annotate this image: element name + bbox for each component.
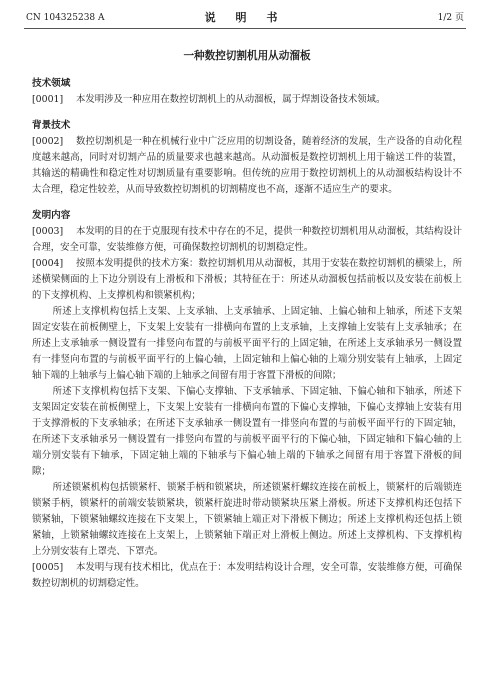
paragraph-number: [0001] (32, 94, 64, 105)
paragraph-text: 所述锁紧机构包括锁紧杆、锁紧手柄和锁紧块，所述锁紧杆螺纹连接在前板上，锁紧杆的后端锁连锁紧手柄，锁紧杆的前端安装锁紧块，锁紧杆旋进时带动锁紧块压紧上滑板。所述下支撑机构还包括下锁紧轴，下锁紧轴螺纹连接在下支架上，下锁紧轴上端正对下滑板下侧边；所述上支撑机构还包括上锁紧轴，上锁紧轴螺纹连接在上支架上，上锁紧轴下端正对上滑板上侧边。所述上支撑机构、下支撑机构上分别安装有上罩壳、下罩壳。 (32, 482, 462, 557)
paragraph-text: 按照本发明提供的技术方案：数控切割机用从动溜板，其用于安装在数控切割机的横梁上，所述横梁侧面的上下边分别设有上滑板和下滑板；其特征在于：所述从动溜板包括前板以及安装在前板上的下支撑机构、上支撑机构和锁紧机构； (32, 258, 462, 301)
paragraph-number: [0004] (32, 258, 64, 269)
page-header (26, 10, 464, 26)
paragraph-upper-support (32, 304, 462, 384)
paragraph-0005 (32, 560, 462, 592)
paragraph-text: 所述上支撑机构包括上支架、上支承轴、上支承轴承、上固定轴、上偏心轴和上轴承，所述下支架固定安装在前板侧壁上，下支架上安装有一排横向布置的上支承轴，上支撑轴上安装有上支承轴承；在所述上支承轴承一侧设置有一排竖向布置的与前板平面平行的上固定轴，在所述上支承轴承另一侧设置有一排竖向布置的与前板平面平行的上偏心轴，上固定轴和上偏心轴的上端分别安装有上轴承，上固定轴下端的上轴承与上偏心轴下端的上轴承之间留有用于容置下滑板的间隙； (32, 306, 462, 381)
paragraph-0002 (32, 134, 462, 198)
paragraph-number: [0002] (32, 136, 64, 147)
paragraph-lower-support (32, 384, 462, 480)
header-rule (24, 28, 466, 29)
patent-number: CN 104325238 A (26, 13, 105, 23)
document-title: 一种数控切割机用从动溜板 (183, 50, 311, 62)
paragraph-0001 (32, 92, 462, 108)
paragraph-text: 所述下支撑机构包括下支架、下偏心支撑轴、下支承轴承、下固定轴、下偏心轴和下轴承，所述下支架固定安装在前板侧壁上，下支架上安装有一排横向布置的下偏心支撑轴，下偏心支撑轴上安装有用于支撑滑板的下支承轴承；在所述下支承轴承一侧设置有一排竖向布置的与前板平面平行的下固定轴，在所述下支承轴承另一侧设置有一排竖向布置的与前板平面平行的下偏心轴，下固定轴和下偏心轴的上端分别安装有下轴承，下固定轴上端的下轴承与下偏心轴上端的下轴承之间留有用于容置下滑板的间隙； (32, 386, 462, 477)
section-heading-field: 技术领域 (32, 78, 71, 89)
paragraph-text: 数控切割机是一种在机械行业中广泛应用的切割设备，随着经济的发展，生产设备的自动化程度越来越高，同时对切割产品的质量要求也越来越高。从动溜板是数控切割机上用于输送工件的装置，其输送的精确性和稳定性对切割质量有重要影响。但传统的应用于数控切割机上的从动溜板结构设计不太合理，稳定性较差，从而导致数控切割机的切割精度也不高，逐渐不适应生产的要求。 (32, 136, 462, 195)
paragraph-text: 本发明涉及一种应用在数控切割机上的从动溜板，属于焊割设备技术领域。 (76, 94, 386, 105)
page-number: 1/2 页 (437, 13, 464, 23)
document-type: 说 明 书 (204, 11, 286, 24)
paragraph-text: 本发明的目的在于克服现有技术中存在的不足，提供一种数控切割机用从动溜板，其结构设计合理，安全可靠，安装维修方便，可确保数控切割机的切割稳定性。 (32, 226, 462, 253)
paragraph-0004 (32, 256, 462, 304)
section-heading-summary: 发明内容 (32, 210, 71, 221)
paragraph-number: [0003] (32, 226, 64, 237)
paragraph-text: 本发明与现有技术相比，优点在于：本发明结构设计合理，安全可靠，安装维修方便，可确保数控切割机的切割稳定性。 (32, 562, 462, 589)
document-body (32, 48, 462, 592)
section-heading-background: 背景技术 (32, 120, 71, 131)
paragraph-0003 (32, 224, 462, 256)
paragraph-number: [0005] (32, 562, 64, 573)
paragraph-locking-mechanism (32, 480, 462, 560)
